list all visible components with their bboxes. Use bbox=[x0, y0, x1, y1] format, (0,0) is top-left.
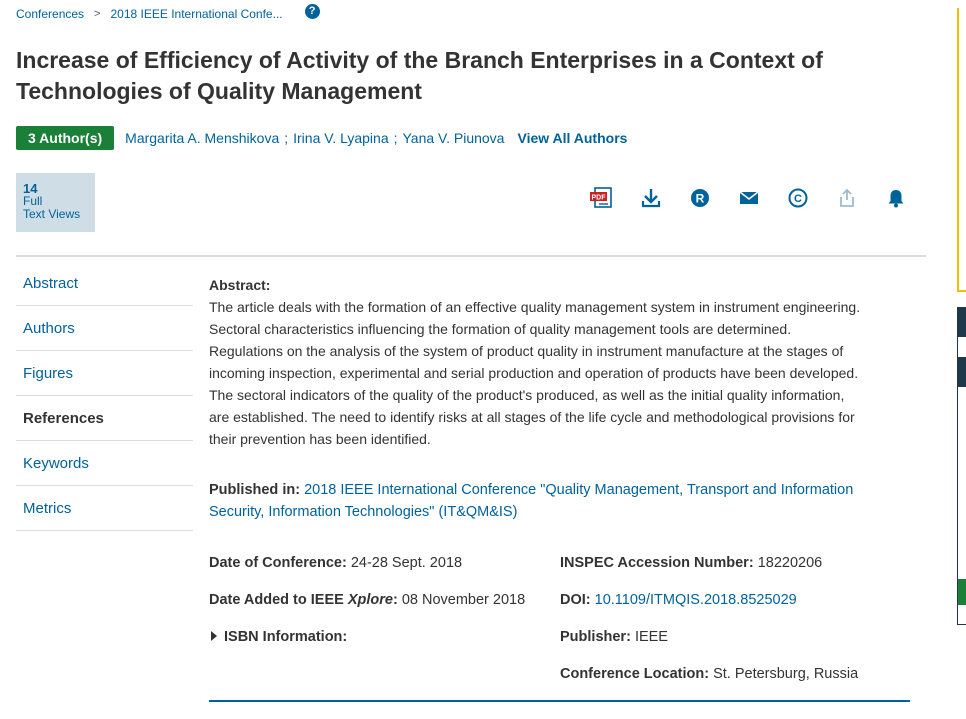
author-link[interactable]: Margarita A. Menshikova bbox=[125, 130, 280, 146]
nav-item-metrics[interactable]: Metrics bbox=[16, 486, 193, 531]
breadcrumb-separator: > bbox=[94, 8, 101, 20]
authors-count-badge[interactable]: 3 Author(s) bbox=[16, 126, 114, 150]
date-added-colon: : bbox=[392, 592, 398, 608]
date-of-conference bbox=[209, 555, 462, 571]
abstract-line: Sectoral characteristics influencing the formation of quality management tools are determined. bbox=[209, 321, 792, 337]
abstract-line: are established. The need to identify risks at all stages of the life cycle and methodological provisions for bbox=[209, 409, 855, 425]
email-icon[interactable] bbox=[735, 184, 763, 212]
inspec-accession bbox=[560, 555, 822, 571]
inspec-value: 18220206 bbox=[757, 555, 823, 571]
author-link[interactable]: Yana V. Piunova bbox=[402, 130, 505, 146]
page-title: Increase of Efficiency of Activity of the Branch Enterprises in a Context of Technologies of Quality Management bbox=[16, 47, 823, 104]
section-bottom-rule bbox=[209, 700, 910, 702]
pdf-icon[interactable] bbox=[588, 184, 616, 212]
doi bbox=[560, 592, 797, 608]
nav-item-authors[interactable]: Authors bbox=[16, 306, 193, 351]
published-in-link[interactable]: 2018 IEEE International Conference "Quality Management, Transport and Information bbox=[304, 482, 854, 498]
doi-label: DOI: bbox=[560, 592, 591, 608]
breadcrumb-conference-name[interactable]: 2018 IEEE International Confe... bbox=[110, 7, 283, 21]
full-text-views-metric[interactable] bbox=[16, 173, 95, 232]
abstract-label: Abstract: bbox=[209, 277, 271, 293]
nav-item-abstract[interactable]: Abstract bbox=[16, 261, 193, 306]
alert-bell-icon[interactable] bbox=[882, 184, 910, 212]
publisher-label: Publisher: bbox=[560, 629, 631, 645]
section-divider bbox=[16, 255, 926, 257]
publisher bbox=[560, 629, 668, 645]
isbn-information-label: ISBN Information: bbox=[224, 629, 348, 645]
expand-arrow-icon bbox=[211, 631, 217, 641]
svg-text:PDF: PDF bbox=[591, 194, 606, 202]
action-toolbar bbox=[588, 184, 910, 212]
conference-location-label: Conference Location: bbox=[560, 666, 710, 682]
breadcrumb-conferences[interactable]: Conferences bbox=[16, 7, 85, 21]
breadcrumb bbox=[16, 7, 320, 21]
xplore-label: Xplore bbox=[347, 592, 393, 608]
side-panel-edge-dark bbox=[957, 307, 966, 625]
author-separator: ; bbox=[393, 130, 398, 146]
abstract-section bbox=[209, 274, 919, 450]
side-panel-edge bbox=[957, 8, 966, 292]
abstract-line: Regulations on the analysis of the system of product quality in instrument manufacture at the stages of bbox=[209, 343, 844, 359]
nav-item-references[interactable]: References bbox=[16, 396, 193, 441]
download-icon[interactable] bbox=[637, 184, 665, 212]
inspec-label: INSPEC Accession Number: bbox=[560, 555, 754, 571]
date-added bbox=[209, 592, 525, 608]
published-in-label: Published in: bbox=[209, 482, 301, 498]
nav-item-keywords[interactable]: Keywords bbox=[16, 441, 193, 486]
author-link[interactable]: Irina V. Lyapina bbox=[293, 130, 389, 146]
date-of-conference-value: 24-28 Sept. 2018 bbox=[350, 555, 463, 571]
rights-icon[interactable] bbox=[686, 184, 714, 212]
date-added-value: 08 November 2018 bbox=[401, 592, 526, 608]
authors-row bbox=[16, 126, 627, 150]
nav-item-figures[interactable]: Figures bbox=[16, 351, 193, 396]
isbn-information-toggle[interactable] bbox=[211, 629, 347, 645]
share-icon[interactable] bbox=[833, 184, 861, 212]
publisher-value: IEEE bbox=[634, 629, 668, 645]
svg-text:R: R bbox=[695, 191, 705, 206]
abstract-line: incoming inspection, experimental and serial production and operation of products have been developed. bbox=[209, 365, 859, 381]
copyright-icon[interactable] bbox=[784, 184, 812, 212]
svg-text:C: C bbox=[794, 193, 802, 205]
abstract-line: The sectoral indicators of the quality of the product's produced, as well as the initial quality information, bbox=[209, 387, 845, 403]
date-added-label: Date Added to IEEE bbox=[209, 592, 348, 608]
conference-location-value: St. Petersburg, Russia bbox=[713, 666, 859, 682]
full-text-views-label-line1: Full bbox=[23, 194, 43, 208]
doi-link[interactable]: 10.1109/ITMQIS.2018.8525029 bbox=[594, 592, 797, 608]
full-text-views-label-line2: Text Views bbox=[23, 207, 81, 221]
help-icon[interactable]: ? bbox=[305, 4, 320, 19]
conference-location bbox=[560, 666, 858, 682]
abstract-line: The article deals with the formation of an effective quality management system in instrument engineering. bbox=[209, 299, 861, 315]
date-of-conference-label: Date of Conference: bbox=[209, 555, 347, 571]
published-in-link-line2[interactable]: Security, Information Technologies" (IT&QM&IS) bbox=[209, 504, 518, 520]
published-in bbox=[209, 479, 919, 523]
full-text-views-count: 14 bbox=[23, 181, 38, 196]
view-all-authors-link[interactable]: View All Authors bbox=[517, 130, 628, 146]
document-sections-nav bbox=[16, 261, 193, 531]
abstract-line: their prevention has been identified. bbox=[209, 431, 431, 447]
author-separator: ; bbox=[284, 130, 289, 146]
